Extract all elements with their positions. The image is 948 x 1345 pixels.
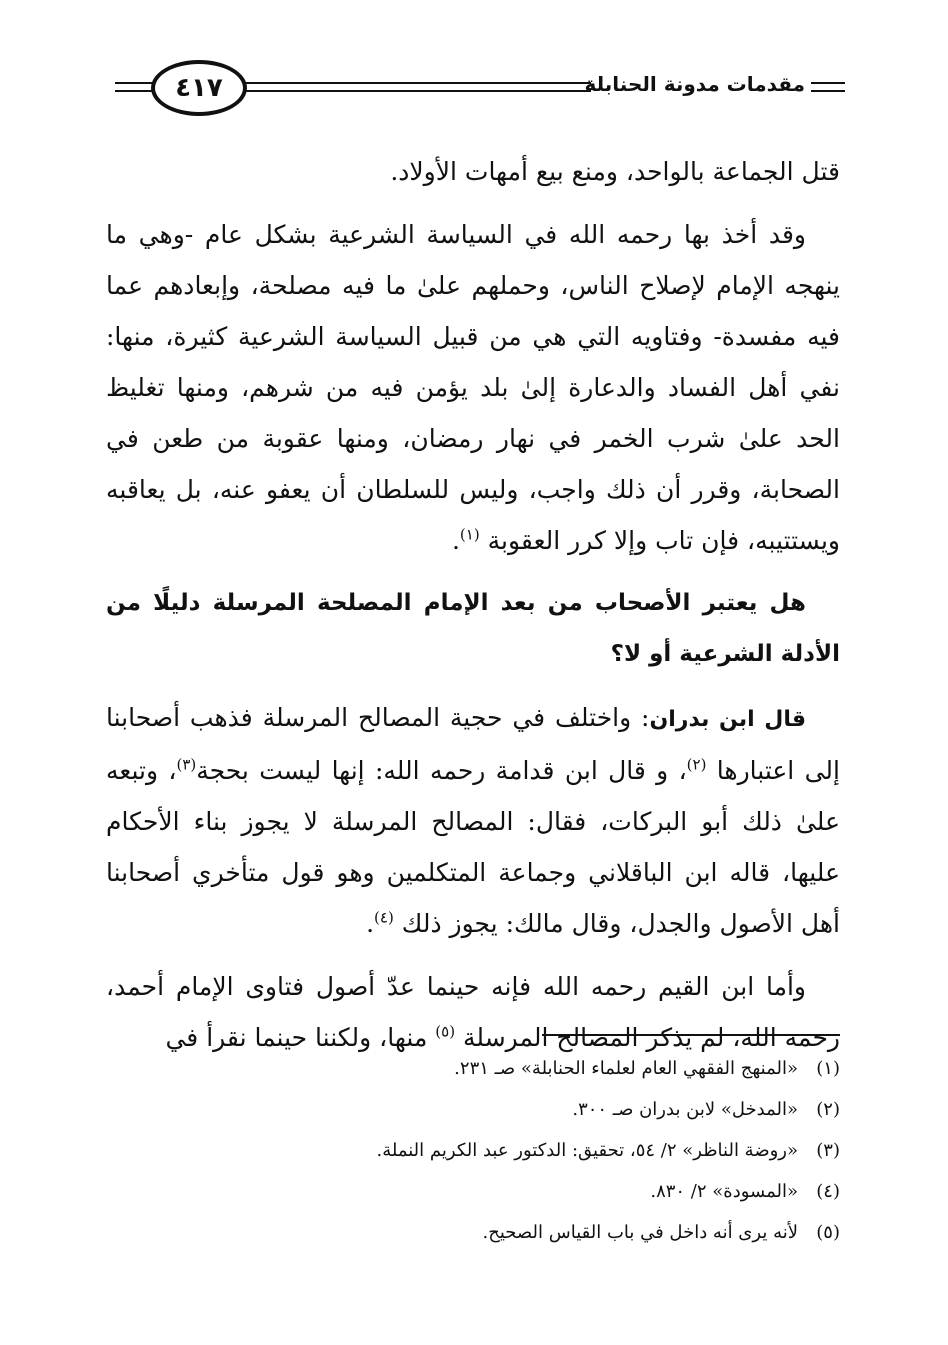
paragraph-3 (106, 692, 840, 949)
footnote-ref-4[interactable]: (٤) (374, 908, 394, 927)
paragraph-3-end: . (366, 909, 375, 938)
page-number: ٤١٧ (175, 73, 223, 103)
footnote-number: (٥) (816, 1222, 840, 1243)
main-text (106, 146, 840, 1075)
paragraph-3-b: ، و قال ابن قدامة رحمه الله: إنها ليست بحجة (196, 756, 687, 785)
footnote-number: (٤) (816, 1181, 840, 1202)
footnote-text: «روضة الناظر» ٢/ ٥٤، تحقيق: الدكتور عبد الكريم النملة. (376, 1140, 798, 1161)
footnote-text: «المنهج الفقهي العام لعلماء الحنابلة» صـ ٢٣١. (454, 1058, 798, 1079)
footnote-ref-3[interactable]: (٣) (176, 755, 197, 774)
paragraph-2-end: . (451, 526, 460, 555)
page-header (115, 58, 845, 128)
footnote-4 (120, 1171, 840, 1212)
footnote-number: (١) (816, 1058, 840, 1079)
paragraph-3-lead: قال ابن بدران (649, 707, 806, 732)
footnote-text: «المسودة» ٢/ ٨٣٠. (650, 1181, 798, 1202)
paragraph-4-a: وأما ابن القيم رحمه الله فإنه حينما عدّ أصول فتاوى الإمام أحمد، رحمه الله، لم يذكر المصالح المرسلة (106, 972, 840, 1052)
footnote-number: (٢) (816, 1099, 840, 1120)
header-rule-left-bottom (115, 90, 155, 92)
footnotes (120, 1048, 840, 1253)
paragraph-2 (106, 209, 840, 566)
paragraph-2-text: وقد أخذ بها رحمه الله في السياسة الشرعية بشكل عام -وهي ما ينهجه الإمام لإصلاح الناس، وحملهم علىٰ ما فيه مصلحة، وإبعادهم عما فيه مفسدة- وفتاويه التي هي من قبيل السياسة الشرعية كثيرة، منها: نفي أهل الفساد والدعارة إلىٰ بلد يؤمن فيه من شرهم، ومنها تغليظ الحد علىٰ شرب الخمر في نهار رمضان، ومنها عقوبة من طعن في الصحابة، وقرر أن ذلك واجب، وليس للسلطان أن يعفو عنه، بل يعاقبه ويستتيبه، فإن تاب وإلا كرر العقوبة (106, 220, 840, 555)
footnote-ref-2[interactable]: (٢) (686, 755, 707, 774)
footnote-5 (120, 1212, 840, 1253)
footnote-ref-5[interactable]: (٥) (435, 1022, 456, 1041)
footnote-1 (120, 1048, 840, 1089)
footnote-2 (120, 1089, 840, 1130)
page-number-oval (151, 60, 247, 116)
header-rule-right-top (811, 82, 845, 84)
section-heading: هل يعتبر الأصحاب من بعد الإمام المصلحة المرسلة دليلًا من الأدلة الشرعية أو لا؟ (106, 590, 840, 667)
paragraph-3-a: : واختلف في حجية المصالح المرسلة فذهب أصحابنا إلى اعتبارها (106, 703, 840, 785)
footnote-text: «المدخل» لابن بدران صـ ٣٠٠. (572, 1099, 798, 1120)
footnote-ref-1[interactable]: (١) (459, 525, 480, 544)
header-rule-right-bottom (811, 90, 845, 92)
header-rule-middle-top (245, 82, 591, 84)
header-rule-left-top (115, 82, 155, 84)
paragraph-1: قتل الجماعة بالواحد، ومنع بيع أمهات الأولاد. (390, 157, 840, 186)
paragraph-4-b: منها، ولكننا حينما نقرأ في (165, 1023, 428, 1052)
header-rule-middle-bottom (245, 90, 591, 92)
footnote-text: لأنه يرى أنه داخل في باب القياس الصحيح. (482, 1222, 798, 1243)
paragraph-3-c: ، وتبعه علىٰ ذلك أبو البركات، فقال: المصالح المرسلة لا يجوز بناء الأحكام عليها، قاله ابن الباقلاني وجماعة المتكلمين وهو قول متأخري أصحابنا أهل الأصول والجدل، وقال مالك: يجوز ذلك (106, 756, 840, 938)
footnote-separator (542, 1034, 840, 1036)
running-title: مقدمات مدونة الحنابلة (584, 72, 805, 96)
footnote-3 (120, 1130, 840, 1171)
footnote-number: (٣) (816, 1140, 840, 1161)
